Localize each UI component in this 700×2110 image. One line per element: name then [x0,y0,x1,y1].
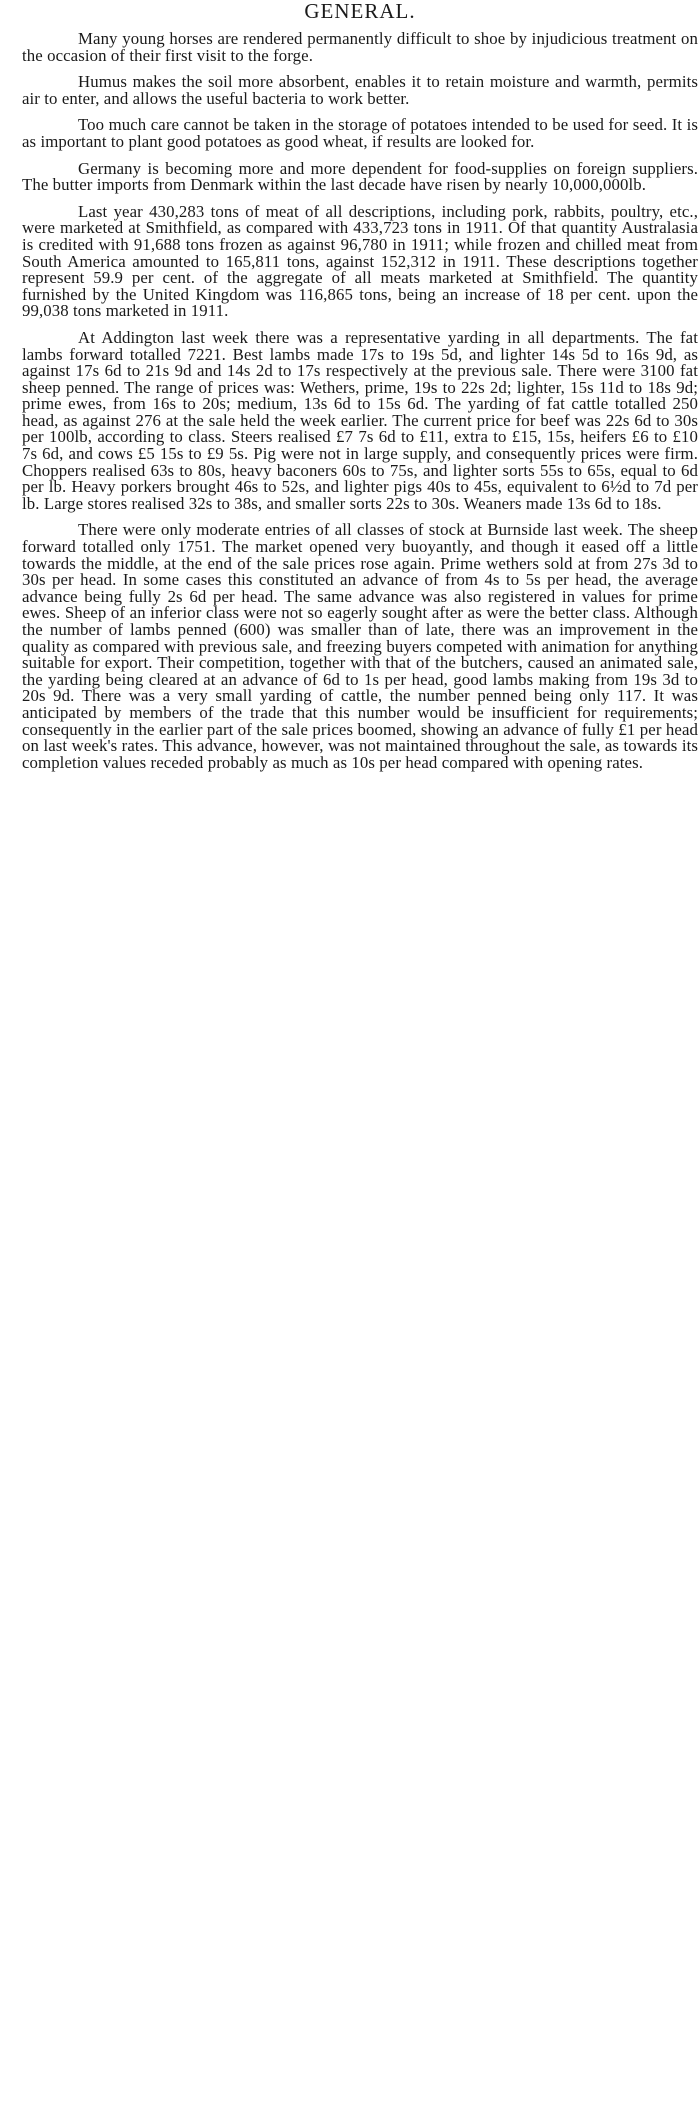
paragraph-humus: Humus makes the soil more absorbent, enables it to retain moisture and warmth, permits air to enter, and allows the useful bacteria to work better. [22,72,698,108]
paragraph-burnside: There were only moderate entries of all classes of stock at Burnside last week. The sheep forward totalled only 1751. The market opened very buoyantly, and though it eased off a little towards the middle, at the end of the sale prices rose again. Prime wethers sold at from 27s 3d to 30s per head. In some cases this constituted an advance of from 4s to 5s per head, the average advance being fully 2s 6d per head. The same advance was also registered in values for prime ewes. Sheep of an inferior class were not so eagerly sought after as were the better class. Although the number of lambs penned (600) was smaller than of late, there was an improvement in the quality as compared with previous sale, and freezing buyers competed with animation for anything suitable for export. Their competition, together with that of the butchers, caused an animated sale, the yarding being cleared at an advance of 6d to 1s per head, good lambs making from 19s 3d to 20s 9d. There was a very small yarding of cattle, the number penned being only 117. It was anticipated by members of the trade that this number would be insufficient for requirements; consequently in the earlier part of the sale prices boomed, showing an advance of fully £1 per head on last week's rates. This advance, however, was not maintained throughout the sale, as towards its completion values receded probably as much as 10s per head compared with opening rates. [22,520,698,772]
paragraph-germany: Germany is becoming more and more dependent for food-supplies on foreign suppliers. The butter imports from Denmark within the last decade have risen by nearly 10,000,000lb. [22,158,698,195]
paragraph-horses: Many young horses are rendered permanently difficult to shoe by injudicious treatment on the occasion of their first visit to the forge. [22,29,698,65]
news-column [22,0,698,2110]
paragraph-smithfield: Last year 430,283 tons of meat of all descriptions, including pork, rabbits, poultry, etc., were marketed at Smithfield, as compared with 433,723 tons in 1911. Of that quantity Australasia is credited with 91,688 tons frozen as against 96,780 in 1911; while frozen and chilled meat from South America amounted to 165,811 tons, against 152,312 in 1911. These descriptions together represent 59.9 per cent. of the aggregate of all meats marketed at Smithfield. The quantity furnished by the United Kingdom was 116,865 tons, being an increase of 18 per cent. upon the 99,038 tons marketed in 1911. [22,201,698,321]
section-heading: GENERAL. [304,0,416,23]
paragraph-addington: At Addington last week there was a representative yarding in all departments. The fat lambs forward totalled 7221. Best lambs made 17s to 19s 5d, and lighter 14s 5d to 16s 9d, as against 17s 6d to 21s 9d and 14s 2d to 17s respectively at the previous sale. There were 3100 fat sheep penned. The range of prices was: Wethers, prime, 19s to 22s 2d; lighter, 15s 11d to 18s 9d; prime ewes, from 16s to 20s; medium, 13s 6d to 15s 6d. The yarding of fat cattle totalled 250 head, as against 276 at the sale held the week earlier. The current price for beef was 22s 6d to 30s per 100lb, according to class. Steers realised £7 7s 6d to £11, extra to £15, 15s, heifers £6 to £10 7s 6d, and cows £5 15s to £9 5s. Pig were not in large supply, and consequently prices were firm. Choppers realised 63s to 80s, heavy baconers 60s to 75s, and lighter sorts 55s to 65s, equal to 6d per lb. Heavy porkers brought 46s to 52s, and lighter pigs 40s to 45s, equivalent to 6½d to 7d per lb. Large stores realised 32s to 38s, and smaller sorts 22s to 30s. Weaners made 13s 6d to 18s. [22,327,698,513]
paragraph-potatoes: Too much care cannot be taken in the storage of potatoes intended to be used for seed. It is as important to plant good potatoes as good wheat, if results are looked for. [22,115,698,151]
